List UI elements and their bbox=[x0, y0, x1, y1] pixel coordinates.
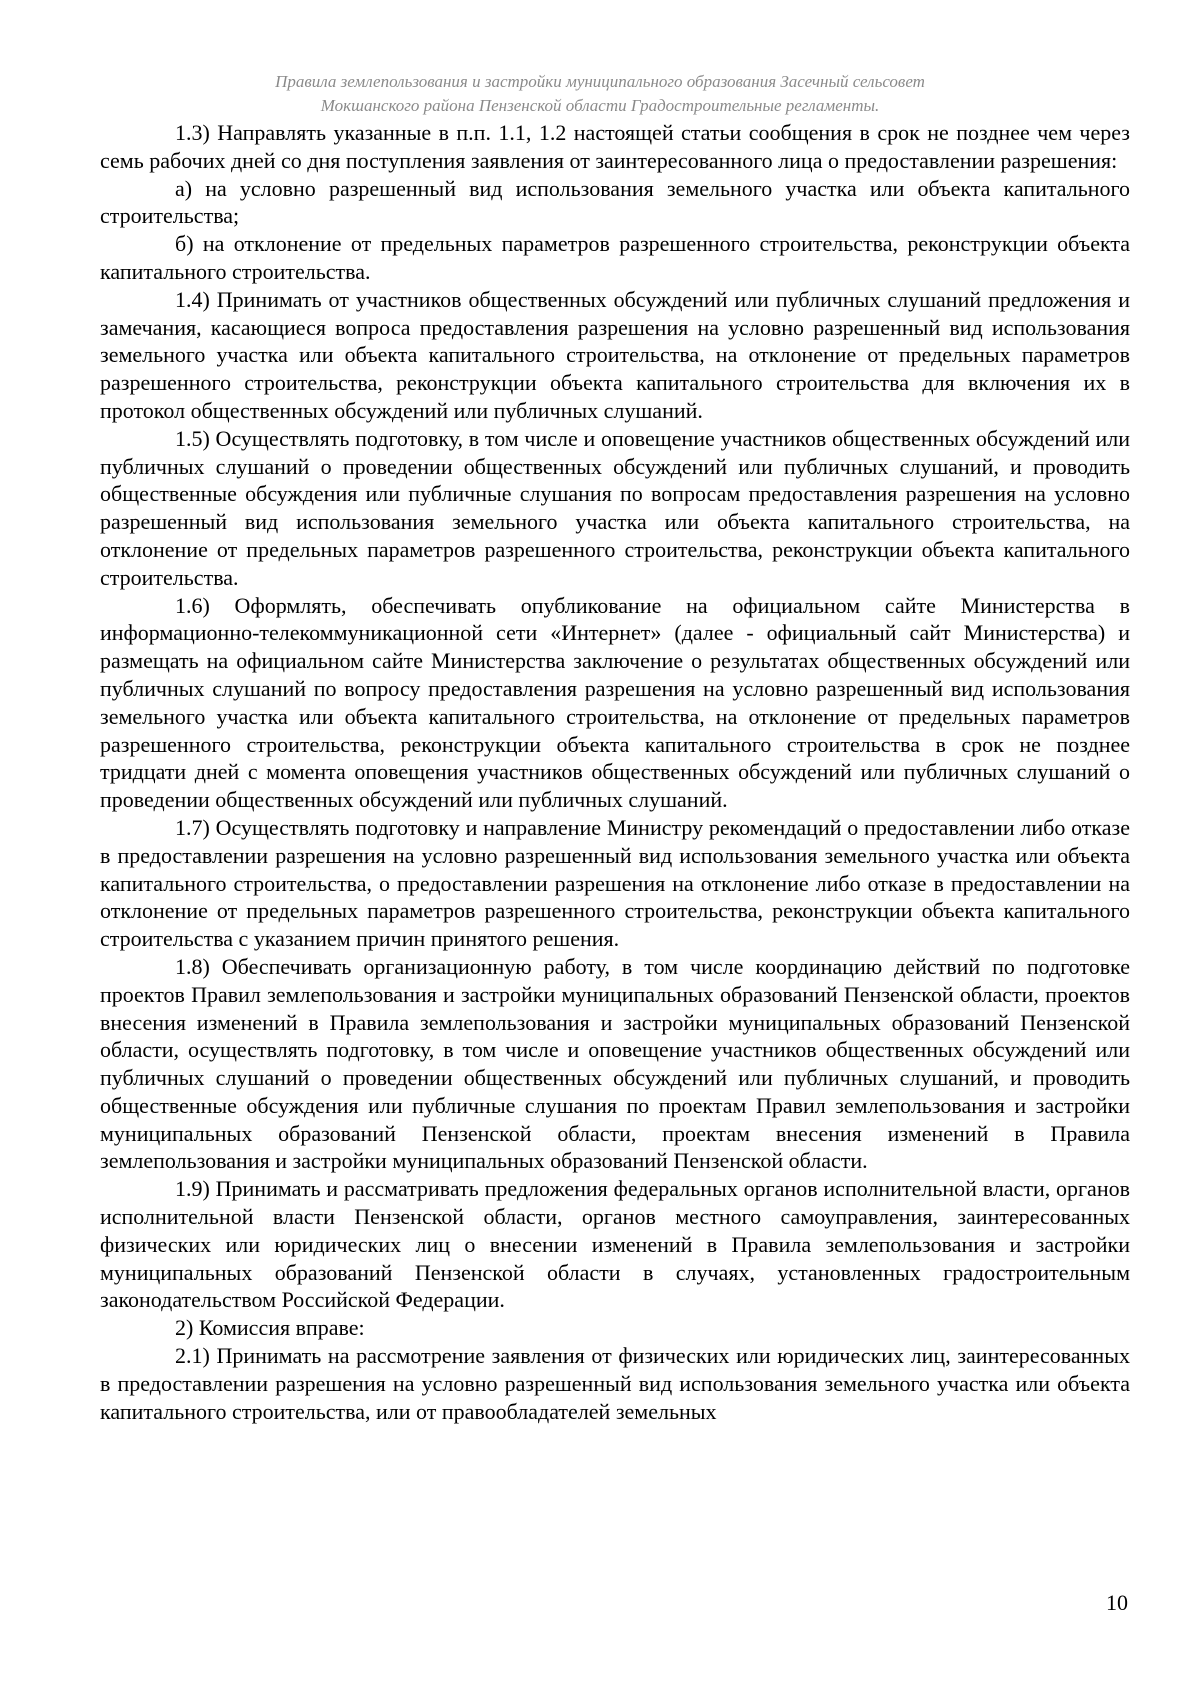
header-line-2: Мокшанского района Пензенской области Градостроительные регламенты. bbox=[320, 96, 880, 115]
paragraph-1-4: 1.4) Принимать от участников общественных обсуждений или публичных слушаний предложения и замечания, касающиеся вопроса предоставления разрешения на условно разрешенный вид использования земельного участка или объекта капитального строительства, на отклонение от предельных параметров разрешенного строительства, реконструкции объекта капитального строительства для включения их в протокол общественных обсуждений или публичных слушаний. bbox=[100, 286, 1130, 423]
paragraph-1-8: 1.8) Обеспечивать организационную работу, в том числе координацию действий по подготовке проектов Правил землепользования и застройки муниципальных образований Пензенской области, проектов внесения изменений в Правила землепользования и застройки муниципальных образований Пензенской области, осуществлять подготовку, в том числе и оповещение участников общественных обсуждений или публичных слушаний о проведении общественных обсуждений или публичных слушаний, и проводить общественные обсуждения или публичные слушания по проектам Правил землепользования и застройки муниципальных образований Пензенской области, проектам внесения изменений в Правила землепользования и застройки муниципальных образований Пензенской области. bbox=[100, 953, 1130, 1174]
page-number: 10 bbox=[1106, 1590, 1128, 1615]
paragraph-1-7: 1.7) Осуществлять подготовку и направление Министру рекомендаций о предоставлении либо отказе в предоставлении разрешения на условно разрешенный вид использования земельного участка или объекта капитального строительства, о предоставлении разрешения на отклонение либо отказе в предоставлении на отклонение от предельных параметров разрешенного строительства, реконструкции объекта капитального строительства с указанием причин принятого решения. bbox=[100, 814, 1130, 952]
header-line-1: Правила землепользования и застройки муниципального образования Засечный сельсовет bbox=[275, 72, 925, 91]
paragraph-1-6: 1.6) Оформлять, обеспечивать опубликование на официальном сайте Министерства в информационно-телекоммуникационной сети «Интернет» (далее - официальный сайт Министерства) и размещать на официальном сайте Министерства заключение о результатах общественных обсуждений или публичных слушаний по вопросу предоставления разрешения на условно разрешенный вид использования земельного участка или объекта капитального строительства, на отклонение от предельных параметров разрешенного строительства, реконструкции объекта капитального строительства в срок не позднее тридцати дней с момента оповещения участников общественных обсуждений или публичных слушаний о проведении общественных обсуждений или публичных слушаний. bbox=[100, 592, 1130, 813]
running-header bbox=[100, 70, 1100, 118]
paragraph-2-1: 2.1) Принимать на рассмотрение заявления от физических или юридических лиц, заинтересованных в предоставлении разрешения на условно разрешенный вид использования земельного участка или объекта капитального строительства, или от правообладателей земельных bbox=[100, 1343, 1130, 1424]
paragraph-1-3-a: а) на условно разрешенный вид использования земельного участка или объекта капитального строительства; bbox=[100, 175, 1130, 229]
paragraph-1-5: 1.5) Осуществлять подготовку, в том числе и оповещение участников общественных обсуждений или публичных слушаний о проведении общественных обсуждений или публичных слушаний, и проводить общественные обсуждения или публичные слушания по вопросам предоставления разрешения на условно разрешенный вид использования земельного участка или объекта капитального строительства, на отклонение от предельных параметров разрешенного строительства, реконструкции объекта капитального строительства. bbox=[100, 425, 1130, 590]
paragraph-1-3-b: б) на отклонение от предельных параметров разрешенного строительства, реконструкции объекта капитального строительства. bbox=[100, 231, 1130, 284]
paragraph-1-3: 1.3) Направлять указанные в п.п. 1.1, 1.2 настоящей статьи сообщения в срок не позднее чем через семь рабочих дней со дня поступления заявления от заинтересованного лица о предоставлении разрешения: bbox=[100, 120, 1130, 173]
document-body bbox=[100, 119, 1130, 1425]
paragraph-1-9: 1.9) Принимать и рассматривать предложения федеральных органов исполнительной власти, органов исполнительной власти Пензенской области, органов местного самоуправления, заинтересованных физических или юридических лиц о внесении изменений в Правила землепользования и застройки муниципальных образований Пензенской области в случаях, установленных градостроительным законодательством Российской Федерации. bbox=[100, 1176, 1130, 1313]
paragraph-2: 2) Комиссия вправе: bbox=[175, 1315, 365, 1341]
